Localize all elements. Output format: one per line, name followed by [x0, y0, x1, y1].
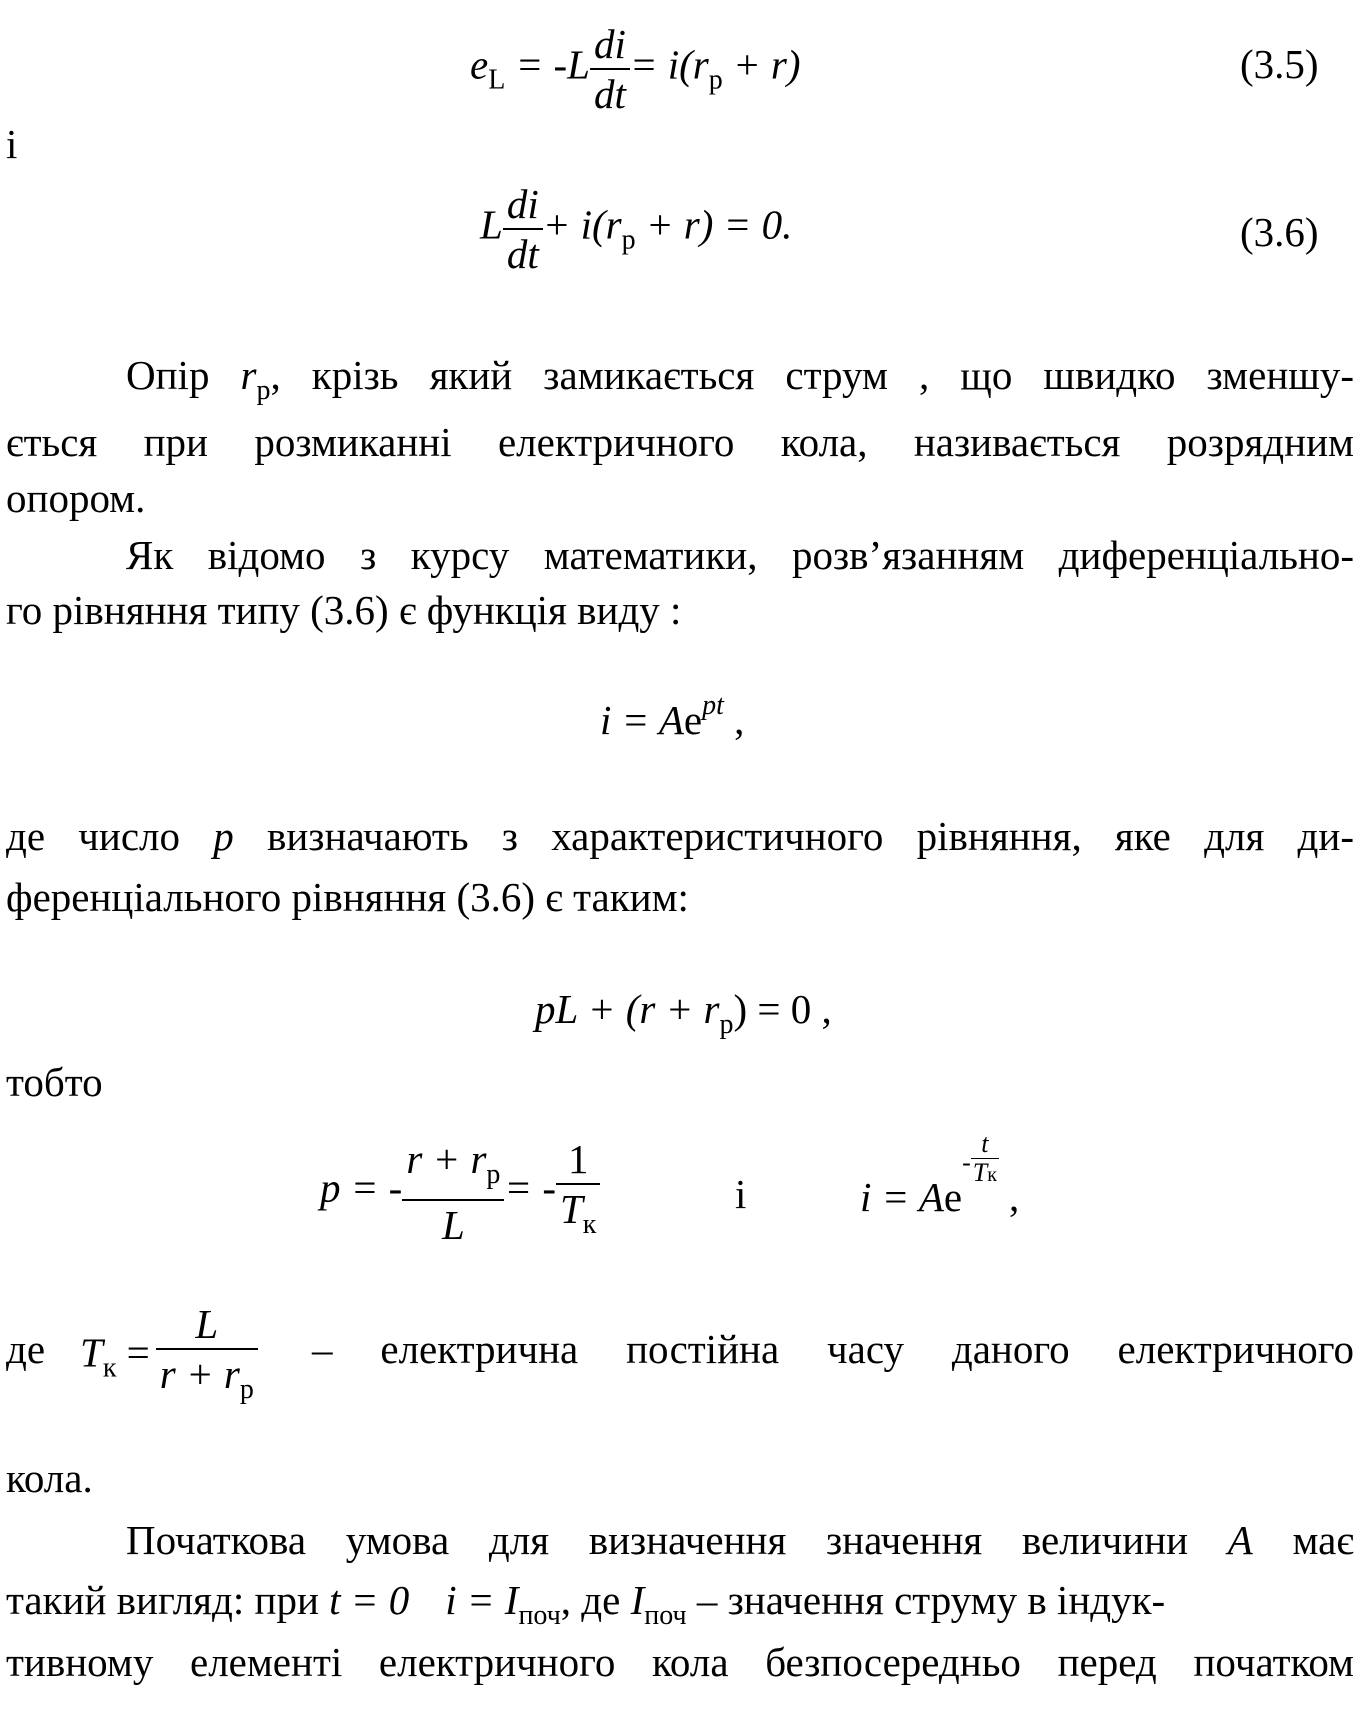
text: , де: [560, 1577, 631, 1623]
text: визначають з характеристичного рівняння, яке для ди-: [233, 813, 1355, 859]
fraction-denominator: L: [441, 1202, 465, 1248]
paragraph: [6, 806, 1354, 866]
eq-symbol: = -L: [515, 41, 590, 88]
equation-time-constant: [80, 1300, 258, 1414]
eq-superscript: pt: [702, 690, 724, 721]
eq-symbol: + i(r: [542, 201, 622, 248]
equation-decay: [860, 1130, 1019, 1221]
text: де: [6, 1326, 46, 1372]
fraction: [590, 20, 630, 118]
eq-symbol: T: [559, 1186, 583, 1232]
inline-math: A: [1227, 1517, 1253, 1563]
paragraph: [6, 1510, 1354, 1570]
inline-math: r: [240, 352, 257, 398]
text: такий вигляд: при: [6, 1577, 330, 1623]
eq-symbol: r + r: [406, 1136, 487, 1182]
paragraph-line: опором.: [6, 475, 146, 521]
eq-subscript: к: [987, 1164, 997, 1186]
eq-subscript: р: [239, 1374, 254, 1405]
text: Опір: [126, 352, 241, 398]
eq-symbol: = -: [504, 1164, 556, 1211]
text: – значення струму в індук-: [686, 1577, 1166, 1623]
fraction-numerator: di: [590, 20, 630, 70]
eq-symbol: L: [480, 201, 503, 248]
eq-symbol: i = A: [600, 697, 684, 743]
fraction: [503, 180, 543, 278]
eq-subscript: к: [582, 1209, 597, 1240]
eq-subscript: к: [102, 1352, 117, 1384]
equation-number: (3.6): [1240, 209, 1319, 255]
fraction: [402, 1135, 504, 1249]
equation-p: [320, 1135, 600, 1249]
eq-subscript: р: [486, 1159, 501, 1190]
inline-math: i = I: [445, 1577, 519, 1623]
paragraph-line: кола.: [6, 1455, 93, 1501]
eq-subscript: р: [621, 224, 636, 256]
fraction-denominator: dt: [593, 71, 626, 117]
eq-symbol: ,: [1008, 1174, 1020, 1220]
eq-symbol: T: [972, 1158, 988, 1187]
eq-subscript: L: [488, 64, 506, 96]
fraction-denominator: [971, 1159, 999, 1189]
inline-math: t = 0: [329, 1577, 410, 1623]
eq-subscript: р: [708, 64, 723, 96]
fraction-denominator: [556, 1185, 600, 1249]
conjunction: і: [735, 1171, 747, 1217]
fraction: [556, 1135, 600, 1249]
text: має: [1252, 1517, 1354, 1563]
equation-characteristic: [535, 985, 832, 1041]
eq-symbol: e: [683, 697, 703, 743]
text: , крізь який замикається струм , що швидко зменшу-: [270, 352, 1354, 398]
text: де число: [6, 813, 214, 859]
inline-math: p: [213, 813, 234, 859]
paragraph-line: ференціального рівняння (3.6) є таким:: [6, 874, 689, 920]
text: Початкова умова для визначення значення величини: [126, 1517, 1228, 1563]
fraction-numerator: di: [503, 180, 543, 230]
conjunction: і: [6, 121, 18, 167]
equation-3-5: [470, 20, 801, 118]
eq-symbol: = i(r: [629, 41, 709, 88]
eq-symbol: + r) = 0.: [635, 201, 793, 248]
equation-number: (3.5): [1240, 41, 1319, 87]
inline-math: I: [630, 1577, 645, 1623]
paragraph-line: ється при розмиканні електричного кола, називається розрядним: [6, 419, 1354, 465]
eq-symbol: e: [943, 1174, 963, 1220]
fraction-denominator: [156, 1350, 258, 1414]
paragraph-line: тивному елементі електричного кола безпосередньо перед початком: [6, 1639, 1354, 1685]
eq-subscript: поч: [518, 1600, 561, 1631]
paragraph: Як відомо з курсу математики, розв’язанням диференціально-: [126, 532, 1354, 578]
eq-symbol: + r): [722, 41, 801, 88]
eq-subscript: поч: [644, 1600, 687, 1631]
eq-subscript: р: [719, 1009, 734, 1040]
exponent-fraction: [971, 1130, 999, 1189]
eq-subscript: р: [256, 375, 271, 406]
equation-exponential: [600, 690, 744, 744]
eq-symbol: e: [470, 41, 489, 88]
fraction-numerator: t: [971, 1130, 999, 1159]
eq-symbol: pL + (r + r: [535, 986, 720, 1032]
equation-3-6: [480, 180, 792, 278]
paragraph: [6, 345, 1354, 421]
paragraph-line: го рівняння типу (3.6) є функція виду :: [6, 587, 682, 633]
eq-superscript: -: [962, 1148, 971, 1177]
text: тобто: [6, 1059, 103, 1105]
fraction-numerator: 1: [556, 1135, 600, 1185]
eq-symbol: =: [126, 1329, 150, 1376]
eq-symbol: p = -: [320, 1164, 403, 1211]
fraction-numerator: L: [156, 1300, 258, 1350]
eq-symbol: T: [80, 1329, 103, 1376]
fraction-numerator: [402, 1135, 504, 1201]
eq-symbol: r + r: [159, 1351, 240, 1397]
eq-symbol: i = A: [860, 1174, 944, 1220]
eq-symbol: ,: [723, 697, 745, 743]
text: – електрична постійна часу даного електричного: [312, 1326, 1354, 1372]
fraction: [156, 1300, 258, 1414]
eq-symbol: ) = 0 ,: [733, 986, 832, 1032]
fraction-denominator: dt: [506, 231, 539, 277]
